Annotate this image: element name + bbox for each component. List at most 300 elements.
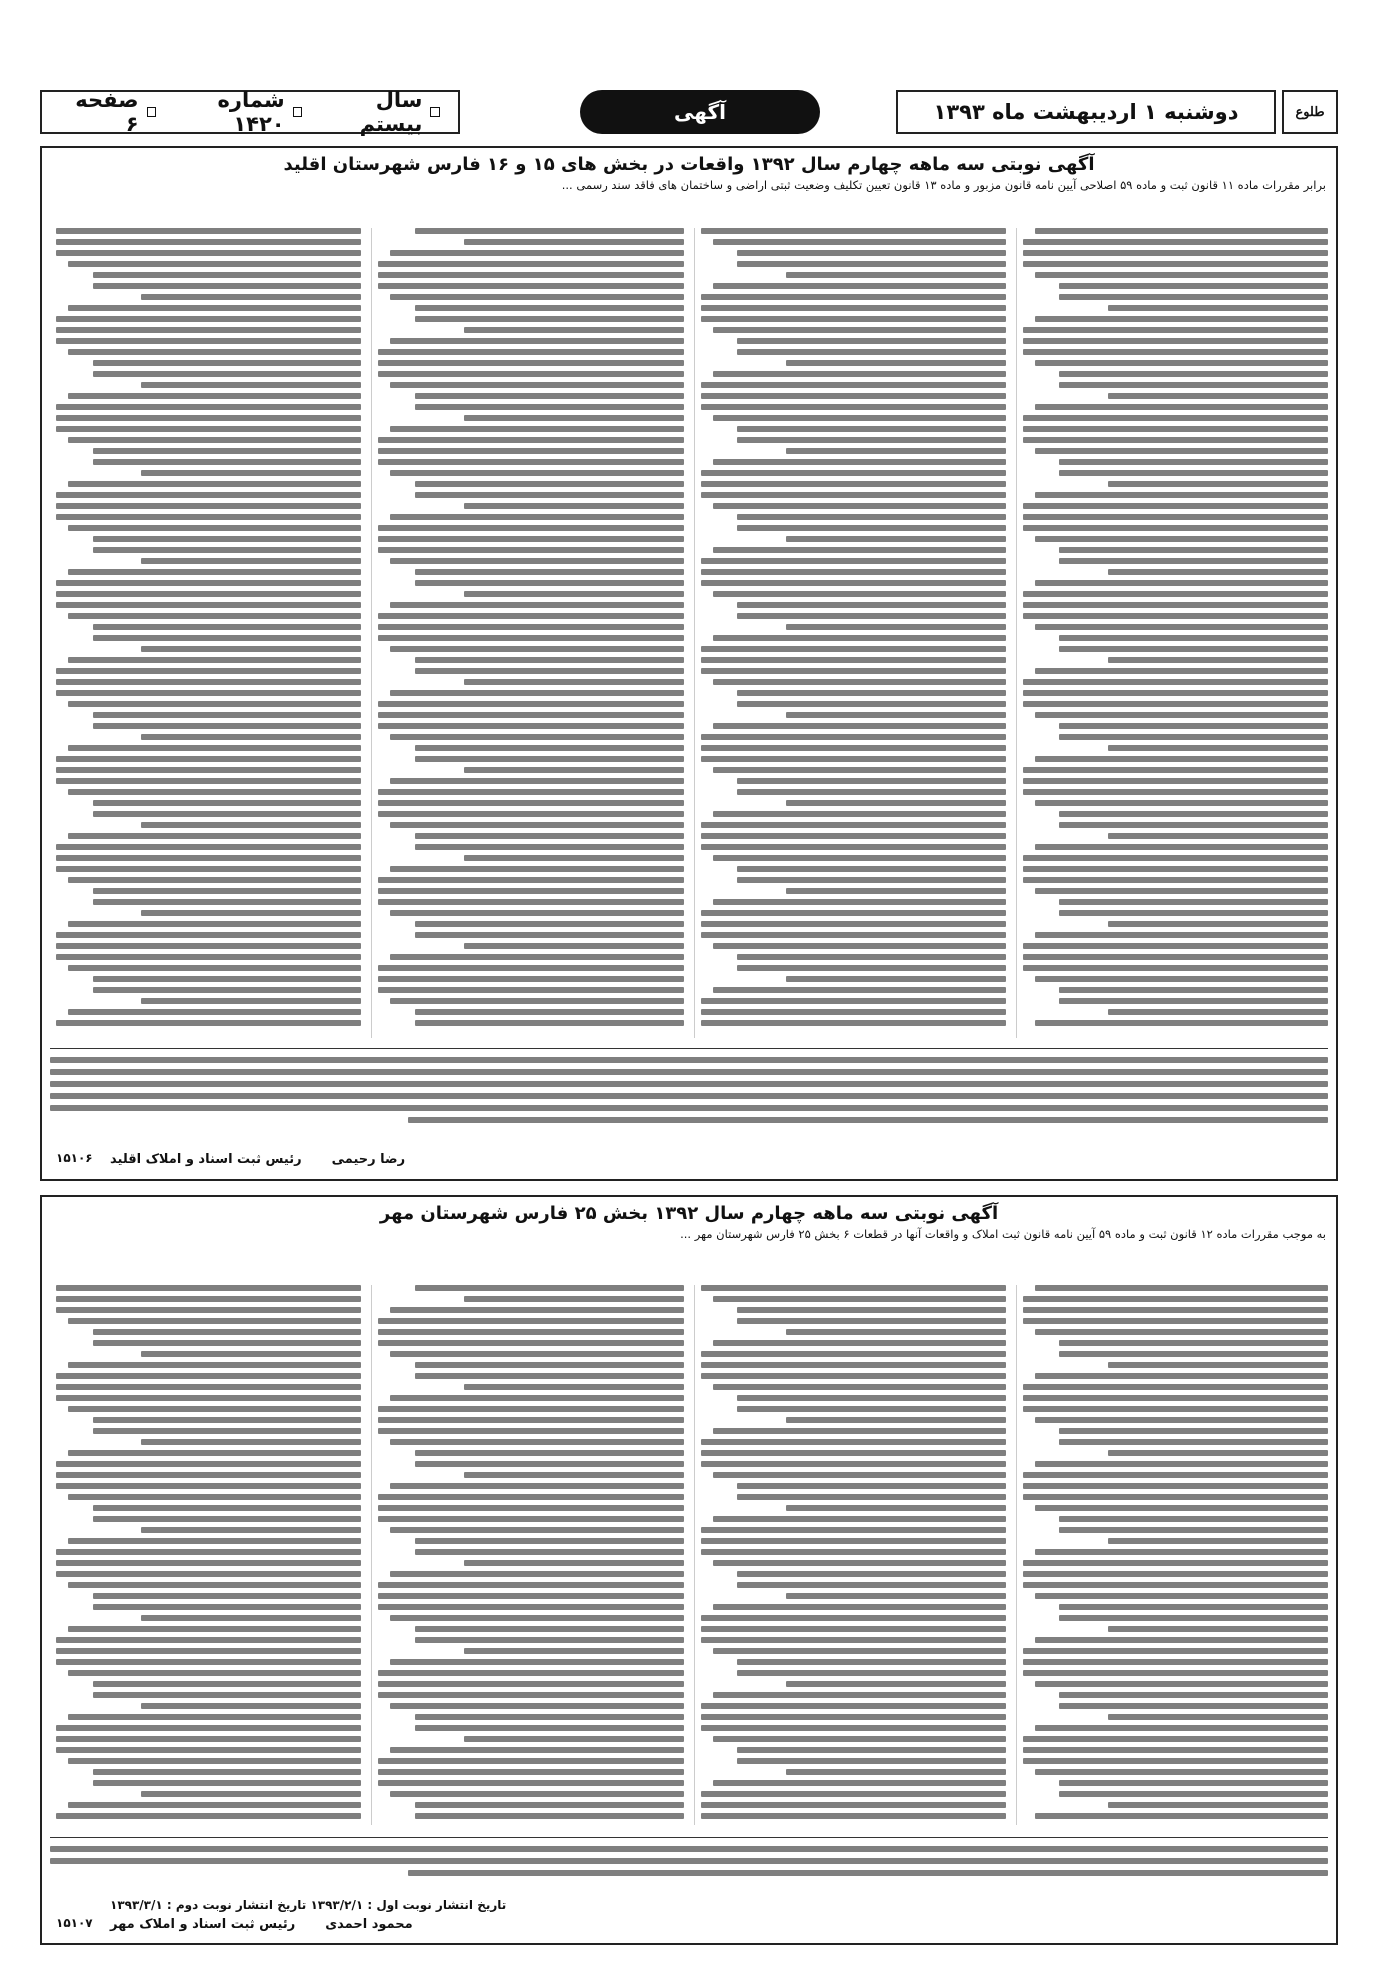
text-line xyxy=(1023,789,1328,795)
text-line xyxy=(93,547,362,553)
text-line xyxy=(1059,822,1328,828)
text-line xyxy=(701,1802,1006,1808)
text-line xyxy=(68,877,361,883)
text-line xyxy=(56,756,361,762)
text-line xyxy=(713,1780,1006,1786)
text-line xyxy=(93,283,362,289)
text-line xyxy=(1059,459,1328,465)
signature-title: رئیس ثبت اسناد و املاک اقلید xyxy=(110,1152,302,1167)
text-line xyxy=(737,1582,1006,1588)
text-line xyxy=(464,1296,684,1302)
text-line xyxy=(68,437,361,443)
text-line xyxy=(68,833,361,839)
text-line xyxy=(68,393,361,399)
text-line xyxy=(378,536,683,542)
text-line xyxy=(56,954,361,960)
text-line xyxy=(378,360,683,366)
text-line xyxy=(378,1516,683,1522)
text-line xyxy=(390,250,683,256)
text-line xyxy=(786,1769,1006,1775)
text-line xyxy=(93,800,362,806)
text-line xyxy=(1108,1009,1328,1015)
text-line xyxy=(415,316,684,322)
text-line xyxy=(390,1791,683,1797)
text-line xyxy=(786,448,1006,454)
text-line xyxy=(378,1769,683,1775)
text-line xyxy=(56,492,361,498)
text-line xyxy=(713,371,1006,377)
text-line xyxy=(1059,1527,1328,1533)
text-line xyxy=(713,459,1006,465)
text-line xyxy=(701,657,1006,663)
text-line xyxy=(464,767,684,773)
text-line xyxy=(1059,646,1328,652)
text-line xyxy=(1035,712,1328,718)
text-line xyxy=(56,1461,361,1467)
text-line xyxy=(1023,1384,1328,1390)
text-line xyxy=(713,1472,1006,1478)
text-column xyxy=(371,1285,683,1825)
text-line xyxy=(68,1582,361,1588)
text-line xyxy=(93,624,362,630)
text-line xyxy=(408,1117,1328,1123)
text-line xyxy=(56,404,361,410)
text-line xyxy=(390,778,683,784)
text-line xyxy=(56,1483,361,1489)
text-line xyxy=(1059,1780,1328,1786)
text-line xyxy=(378,1428,683,1434)
text-line xyxy=(390,514,683,520)
text-line xyxy=(1035,228,1328,234)
text-line xyxy=(1035,800,1328,806)
text-line xyxy=(415,745,684,751)
text-line xyxy=(786,1329,1006,1335)
text-line xyxy=(713,1428,1006,1434)
text-line xyxy=(378,613,683,619)
text-line xyxy=(701,1703,1006,1709)
text-line xyxy=(1023,437,1328,443)
text-line xyxy=(737,1758,1006,1764)
text-line xyxy=(1108,657,1328,663)
text-line xyxy=(141,1615,361,1621)
text-line xyxy=(415,580,684,586)
text-line xyxy=(56,591,361,597)
text-line xyxy=(56,1648,361,1654)
text-line xyxy=(378,888,683,894)
text-line xyxy=(93,723,362,729)
text-line xyxy=(737,261,1006,267)
text-line xyxy=(415,1626,684,1632)
signature xyxy=(110,1152,405,1167)
text-line xyxy=(1023,261,1328,267)
text-line xyxy=(56,338,361,344)
notice-footer xyxy=(50,1837,1328,1938)
text-line xyxy=(737,1494,1006,1500)
text-line xyxy=(464,591,684,597)
text-line xyxy=(93,1505,362,1511)
text-line xyxy=(1023,239,1328,245)
text-line xyxy=(1023,349,1328,355)
text-line xyxy=(56,1813,361,1819)
text-line xyxy=(1059,382,1328,388)
text-line xyxy=(1023,1582,1328,1588)
text-line xyxy=(701,932,1006,938)
text-line xyxy=(701,382,1006,388)
text-line xyxy=(1059,1340,1328,1346)
text-line xyxy=(141,470,361,476)
footer-text-lines xyxy=(50,1057,1328,1123)
text-line xyxy=(1023,514,1328,520)
text-line xyxy=(415,393,684,399)
text-line xyxy=(141,294,361,300)
text-line xyxy=(378,1758,683,1764)
text-line xyxy=(378,1670,683,1676)
text-line xyxy=(68,1626,361,1632)
text-line xyxy=(1108,1362,1328,1368)
text-line xyxy=(56,503,361,509)
text-line xyxy=(701,734,1006,740)
text-line xyxy=(56,1395,361,1401)
text-line xyxy=(464,1648,684,1654)
text-line xyxy=(1035,1285,1328,1291)
text-line xyxy=(68,1450,361,1456)
text-line xyxy=(390,690,683,696)
reference-number: ۱۵۱۰۶ xyxy=(56,1151,93,1165)
signature-name: رضا رحیمی xyxy=(331,1152,406,1167)
text-line xyxy=(390,1659,683,1665)
text-line xyxy=(415,1637,684,1643)
text-line xyxy=(1059,294,1328,300)
text-line xyxy=(50,1057,1328,1063)
text-line xyxy=(1035,1020,1328,1026)
text-line xyxy=(378,899,683,905)
text-line xyxy=(415,305,684,311)
text-line xyxy=(737,437,1006,443)
text-line xyxy=(1108,569,1328,575)
text-line xyxy=(1023,602,1328,608)
text-line xyxy=(713,1560,1006,1566)
text-line xyxy=(713,1604,1006,1610)
text-line xyxy=(68,613,361,619)
text-line xyxy=(737,1670,1006,1676)
text-line xyxy=(713,591,1006,597)
text-line xyxy=(390,294,683,300)
text-line xyxy=(701,228,1006,234)
text-line xyxy=(415,668,684,674)
signature-name: محمود احمدی xyxy=(325,1917,413,1932)
text-line xyxy=(1059,547,1328,553)
text-line xyxy=(713,1516,1006,1522)
signature xyxy=(110,1917,413,1932)
text-line xyxy=(1035,976,1328,982)
text-line xyxy=(68,1538,361,1544)
text-line xyxy=(1023,1406,1328,1412)
text-line xyxy=(737,1318,1006,1324)
page-number-info xyxy=(60,88,156,136)
text-line xyxy=(378,459,683,465)
text-line xyxy=(415,1714,684,1720)
text-line xyxy=(390,1703,683,1709)
text-line xyxy=(713,1648,1006,1654)
text-line xyxy=(68,569,361,575)
text-line xyxy=(390,954,683,960)
text-line xyxy=(50,1105,1328,1111)
text-line xyxy=(701,1009,1006,1015)
text-line xyxy=(378,1494,683,1500)
year-label: سال بیستم xyxy=(359,88,423,136)
text-line xyxy=(713,723,1006,729)
text-line xyxy=(786,888,1006,894)
text-line xyxy=(1059,635,1328,641)
text-line xyxy=(378,965,683,971)
text-line xyxy=(464,1736,684,1742)
text-line xyxy=(737,349,1006,355)
text-line xyxy=(93,635,362,641)
text-line xyxy=(701,1285,1006,1291)
text-line xyxy=(56,679,361,685)
square-bullet-icon xyxy=(147,107,157,117)
text-line xyxy=(1108,1538,1328,1544)
text-line xyxy=(701,470,1006,476)
text-line xyxy=(1023,1318,1328,1324)
text-line xyxy=(378,261,683,267)
text-line xyxy=(378,283,683,289)
text-line xyxy=(1108,305,1328,311)
text-line xyxy=(141,646,361,652)
text-line xyxy=(390,382,683,388)
text-line xyxy=(1108,1714,1328,1720)
text-line xyxy=(1023,1307,1328,1313)
text-line xyxy=(56,327,361,333)
text-line xyxy=(415,481,684,487)
text-line xyxy=(56,228,361,234)
text-line xyxy=(68,921,361,927)
text-line xyxy=(1035,1549,1328,1555)
text-line xyxy=(701,910,1006,916)
text-line xyxy=(1035,448,1328,454)
text-line xyxy=(1059,1703,1328,1709)
text-line xyxy=(141,910,361,916)
text-line xyxy=(713,987,1006,993)
issue-label: شماره ۱۴۲۰ xyxy=(217,88,285,136)
text-line xyxy=(93,712,362,718)
text-line xyxy=(68,305,361,311)
text-column xyxy=(50,228,361,1038)
text-line xyxy=(68,481,361,487)
text-line xyxy=(1035,272,1328,278)
signature-title: رئیس ثبت اسناد و املاک مهر xyxy=(110,1917,296,1932)
text-line xyxy=(701,1362,1006,1368)
text-line xyxy=(56,844,361,850)
text-line xyxy=(56,932,361,938)
text-line xyxy=(378,349,683,355)
text-line xyxy=(1108,1802,1328,1808)
text-line xyxy=(737,690,1006,696)
text-line xyxy=(68,1758,361,1764)
text-line xyxy=(390,734,683,740)
text-line xyxy=(713,855,1006,861)
text-line xyxy=(786,1593,1006,1599)
text-line xyxy=(1035,1329,1328,1335)
text-line xyxy=(56,1725,361,1731)
text-line xyxy=(390,910,683,916)
text-line xyxy=(737,789,1006,795)
text-line xyxy=(390,1395,683,1401)
text-line xyxy=(786,624,1006,630)
text-line xyxy=(464,1384,684,1390)
text-line xyxy=(390,1439,683,1445)
text-line xyxy=(1023,866,1328,872)
text-line xyxy=(93,1340,362,1346)
text-line xyxy=(1035,1725,1328,1731)
text-line xyxy=(1059,1351,1328,1357)
issue-number-info xyxy=(166,88,302,136)
text-line xyxy=(713,811,1006,817)
text-line xyxy=(701,1461,1006,1467)
text-line xyxy=(390,338,683,344)
text-line xyxy=(390,1351,683,1357)
text-line xyxy=(1059,1615,1328,1621)
text-line xyxy=(50,1858,1328,1864)
text-line xyxy=(1023,503,1328,509)
notice-intro: برابر مقررات ماده ۱۱ قانون ثبت و ماده ۵۹ اصلاحی آیین نامه قانون مزبور و ماده ۱۳ قانون تعیین تکلیف وضعیت ثبتی اراضی و ساختمان های فاقد سند رسمی ... xyxy=(561,178,1326,192)
text-line xyxy=(1023,855,1328,861)
text-line xyxy=(701,558,1006,564)
text-line xyxy=(701,668,1006,674)
text-line xyxy=(93,536,362,542)
text-line xyxy=(56,1296,361,1302)
text-line xyxy=(68,349,361,355)
text-line xyxy=(713,327,1006,333)
text-line xyxy=(56,415,361,421)
text-line xyxy=(415,1362,684,1368)
text-line xyxy=(701,1626,1006,1632)
text-line xyxy=(415,1549,684,1555)
text-line xyxy=(1035,1637,1328,1643)
text-line xyxy=(56,1571,361,1577)
text-line xyxy=(390,558,683,564)
text-line xyxy=(415,657,684,663)
text-line xyxy=(141,382,361,388)
text-line xyxy=(1035,932,1328,938)
text-line xyxy=(378,712,683,718)
text-line xyxy=(1023,1494,1328,1500)
text-line xyxy=(701,745,1006,751)
notice-mohr xyxy=(40,1195,1338,1945)
text-line xyxy=(68,1494,361,1500)
text-line xyxy=(378,272,683,278)
notice-footer xyxy=(50,1048,1328,1173)
text-line xyxy=(378,525,683,531)
text-line xyxy=(737,1483,1006,1489)
text-line xyxy=(50,1846,1328,1852)
text-line xyxy=(701,921,1006,927)
text-line xyxy=(701,1351,1006,1357)
text-line xyxy=(378,811,683,817)
text-line xyxy=(701,305,1006,311)
text-line xyxy=(141,1351,361,1357)
date-text: دوشنبه ۱ اردیبهشت ماه ۱۳۹۳ xyxy=(933,100,1239,124)
text-line xyxy=(68,701,361,707)
notice-eqlid xyxy=(40,146,1338,1181)
text-line xyxy=(1023,943,1328,949)
text-line xyxy=(50,1069,1328,1075)
newspaper-logo xyxy=(1282,90,1338,134)
publication-dates: تاریخ انتشار نوبت اول : ۱۳۹۳/۲/۱ تاریخ انتشار نوبت دوم : ۱۳۹۳/۳/۱ xyxy=(110,1898,507,1912)
text-line xyxy=(737,778,1006,784)
text-line xyxy=(701,481,1006,487)
text-line xyxy=(713,283,1006,289)
text-line xyxy=(464,415,684,421)
text-line xyxy=(1059,1439,1328,1445)
text-line xyxy=(701,1791,1006,1797)
text-line xyxy=(701,998,1006,1004)
text-line xyxy=(378,547,683,553)
text-line xyxy=(1023,327,1328,333)
text-line xyxy=(378,1692,683,1698)
text-line xyxy=(1023,1659,1328,1665)
text-line xyxy=(1059,283,1328,289)
text-line xyxy=(56,1637,361,1643)
text-line xyxy=(93,459,362,465)
text-line xyxy=(390,1615,683,1621)
text-line xyxy=(1035,404,1328,410)
text-line xyxy=(1023,1296,1328,1302)
text-line xyxy=(415,1802,684,1808)
text-line xyxy=(1059,899,1328,905)
text-line xyxy=(786,272,1006,278)
text-line xyxy=(415,932,684,938)
text-line xyxy=(93,1329,362,1335)
text-line xyxy=(415,756,684,762)
text-line xyxy=(415,833,684,839)
text-line xyxy=(50,1081,1328,1087)
text-line xyxy=(701,393,1006,399)
text-line xyxy=(68,1670,361,1676)
text-line xyxy=(464,943,684,949)
text-line xyxy=(141,1703,361,1709)
text-line xyxy=(713,503,1006,509)
text-line xyxy=(713,1384,1006,1390)
text-line xyxy=(93,1780,362,1786)
text-line xyxy=(713,1692,1006,1698)
text-line xyxy=(737,701,1006,707)
text-line xyxy=(1023,525,1328,531)
text-line xyxy=(56,1384,361,1390)
text-line xyxy=(93,1593,362,1599)
text-line xyxy=(737,426,1006,432)
text-line xyxy=(378,976,683,982)
text-column xyxy=(50,1285,361,1825)
text-line xyxy=(1059,558,1328,564)
text-line xyxy=(464,503,684,509)
text-line xyxy=(56,1747,361,1753)
text-line xyxy=(56,1285,361,1291)
text-line xyxy=(701,756,1006,762)
text-line xyxy=(1023,415,1328,421)
text-line xyxy=(390,822,683,828)
text-line xyxy=(378,371,683,377)
text-line xyxy=(141,822,361,828)
text-column xyxy=(1016,228,1328,1038)
newspaper-page xyxy=(40,70,1338,1950)
text-line xyxy=(1023,250,1328,256)
text-line xyxy=(737,1747,1006,1753)
text-line xyxy=(1035,316,1328,322)
text-line xyxy=(141,1527,361,1533)
text-line xyxy=(1023,701,1328,707)
text-line xyxy=(378,789,683,795)
